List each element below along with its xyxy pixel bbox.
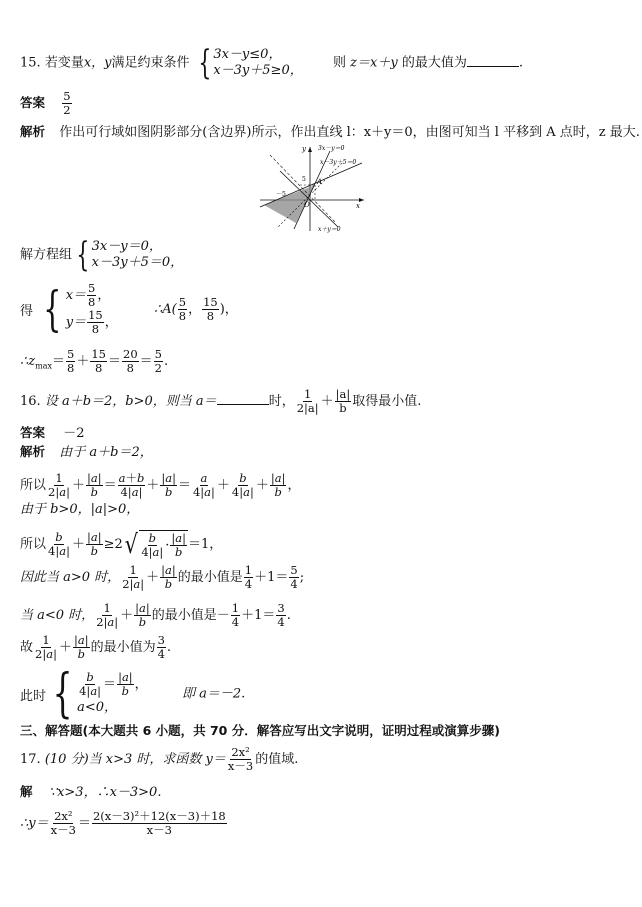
solve-eq-1: 3x－y＝0， [91, 239, 162, 254]
x16-l3-text: 由于 b>0，|a|>0， [20, 502, 140, 517]
close: )， [219, 301, 238, 317]
solve-de: 得 [20, 303, 34, 319]
q15-vars: x，y [83, 55, 112, 71]
q15-blank [467, 55, 519, 67]
a15-num: 5 [63, 89, 71, 103]
q15-line [20, 43, 523, 83]
zmax-f3 [122, 348, 139, 375]
zmax-f2 [90, 348, 107, 375]
q17-pre: (10 分)当 x>3 时，求函数 y＝ [44, 752, 226, 767]
eq: ＝ [52, 354, 66, 369]
f: $\frac{|a|}{b}$ [86, 471, 102, 499]
f: $\frac{b}{4|a|}$ [231, 471, 254, 499]
q15-tail: 的最大值为 [401, 55, 467, 71]
s17-f1 [50, 810, 77, 837]
q17-fn: 2x² [231, 745, 250, 759]
sqrt: √ $\frac{b}{4|a|}$ · $\frac{|a|}{b}$ [124, 529, 187, 560]
zmax-line [20, 348, 168, 375]
q15-then: 则 [333, 55, 347, 71]
solve-x-fraction [87, 282, 96, 309]
x-den: 8 [88, 295, 96, 309]
f1n: 1 [304, 387, 312, 401]
f: $\frac{a+b}{4|a|}$ [118, 471, 145, 499]
pos5-label: 5 [302, 176, 306, 183]
ge: ≥2 [103, 537, 123, 552]
f2n: |a| [335, 387, 351, 401]
solve-system [72, 235, 184, 275]
q15-stem: 若变量 [44, 55, 84, 71]
q15-objective: z＝x＋y [350, 55, 398, 71]
q16-line [20, 388, 421, 415]
s17-f2 [92, 810, 227, 837]
f: $\frac{|a|}{b}$ [270, 471, 286, 499]
d2: 8 [95, 361, 103, 375]
l6-mid: 的最小值是－ [151, 608, 230, 623]
q16-tail: 取得最小值. [352, 394, 422, 409]
n4: 5 [154, 347, 162, 361]
ay-den: 8 [206, 308, 215, 323]
s17-l1 [20, 784, 161, 801]
y-label: y [302, 145, 306, 153]
q15-constraints [194, 43, 303, 83]
a16-line [20, 425, 85, 442]
solve-line [20, 235, 184, 275]
q16-pre: 设 a＋b＝2，b>0，则当 a＝ [44, 394, 217, 409]
sec3-text: 三、解答题(本大题共 6 小题，共 70 分．解答应写出文字说明，证明过程或演算步骤) [20, 723, 500, 738]
eq2: ＝ [108, 354, 122, 369]
y-den: 8 [91, 322, 100, 336]
feasible-region-figure [258, 143, 370, 233]
d4: 2 [154, 361, 162, 375]
f1d: 2|a| [296, 401, 319, 415]
q16-f2 [335, 388, 352, 415]
a15-line [20, 90, 73, 117]
neg5-label: －5 [276, 191, 286, 198]
q15-constraint-1: 3x－y≤0， [213, 47, 282, 62]
ax-den: 8 [178, 308, 187, 323]
x16-l7-pre: 故 [20, 640, 34, 655]
a15-label: 答案 [20, 95, 46, 110]
f: $\frac{1}{2|a|}$ [48, 471, 70, 499]
x16-l1 [20, 444, 153, 461]
brace: { [43, 281, 62, 337]
q15-period: . [518, 55, 523, 71]
s17-l1-text: ∵x>3，∴x－3>0. [48, 785, 162, 800]
l4-end: ＝1， [188, 537, 223, 552]
sys-comma: ， [134, 676, 148, 692]
a-y-fraction [202, 296, 219, 323]
final-system: { $\frac{b}{4|a|}$ ＝ $\frac{|a|}{b}$ ， a<0， [52, 664, 148, 724]
l5-end: ; [299, 570, 305, 585]
s17-label: 解 [20, 784, 33, 799]
ax-num: 5 [178, 294, 187, 309]
n3: 20 [123, 347, 138, 361]
q15-number: 15. [20, 55, 41, 71]
l7-end: . [166, 640, 172, 655]
q15-mid: 满足约束条件 [111, 55, 190, 71]
x16-l6: 当 a<0 时， $\frac{1}{2|a|}$ ＋ $\frac{|a|}{b}$ 的最小值是－ $\frac{1}{4}$ ＋1＝ $\frac{3}{4}$ . [20, 601, 291, 629]
a15-den: 2 [63, 103, 71, 117]
line1-label: 3x－y＝0 [318, 145, 345, 152]
plus: ＋ [76, 354, 90, 369]
zmax-f1 [66, 348, 75, 375]
q16-blank [217, 393, 269, 405]
q15-constraint-2: x－3y＋5≥0， [213, 63, 303, 78]
q17-fraction [227, 746, 254, 773]
line3-label: x＋y＝0 [318, 226, 341, 233]
solve-label: 解方程组 [20, 247, 73, 263]
x15-label: 解析 [20, 124, 46, 139]
comma: ， [104, 315, 118, 330]
q17-tail: 的值域. [255, 752, 299, 767]
zmax-sub: max [35, 361, 52, 371]
s17-d2: x－3 [146, 823, 172, 837]
a16-label: 答案 [20, 425, 46, 440]
zmax-f4 [154, 348, 163, 375]
x16-l8-pre: 此时 [20, 688, 47, 704]
origin-label: O [304, 201, 310, 209]
point-a [154, 294, 238, 323]
q16-mid: 时， [268, 394, 295, 409]
d1: 8 [67, 361, 75, 375]
l6-end: . [286, 608, 291, 623]
x16-l7: 故 $\frac{1}{2|a|}$ ＋ $\frac{|a|}{b}$ 的最小值为 $\frac{3}{4}$ . [20, 633, 172, 661]
x16-l5: 因此当 a>0 时， $\frac{1}{2|a|}$ ＋ $\frac{|a|}{b}$ 的最小值是 $\frac{1}{4}$ ＋1＝ $\frac{5}{4}$ ; [20, 563, 305, 591]
eq3: ＝ [139, 354, 153, 369]
solve-y-fraction [87, 309, 104, 336]
a16-value: －2 [63, 426, 85, 441]
x16-l3 [20, 502, 139, 518]
q17-fd: x－3 [227, 759, 254, 773]
x16-l1-text: 由于 a＋b＝2， [59, 445, 153, 460]
n1: 5 [67, 347, 75, 361]
q17-number: 17. [20, 752, 41, 767]
x16-l4-pre: 所以 [20, 537, 47, 552]
y-num: 15 [88, 308, 103, 322]
x15-line [20, 124, 640, 141]
f2d: b [339, 401, 347, 415]
s17-eq: ＝ [77, 816, 91, 831]
point-a-label: A [317, 178, 323, 186]
s17-n1: 2x² [54, 809, 73, 823]
y-axis-arrow [308, 147, 312, 152]
solve-x-lhs: x＝ [65, 288, 87, 303]
f: $\frac{|a|}{b}$ [161, 471, 176, 499]
q16-number: 16. [20, 394, 41, 409]
period: . [164, 354, 169, 369]
plus: ＋ [320, 394, 334, 409]
n2: 15 [91, 347, 106, 361]
s17-l2 [20, 810, 228, 837]
q17-line [20, 746, 298, 773]
solve-result-line [20, 282, 238, 336]
q16-f1 [296, 388, 320, 415]
l8-answer: 即 a＝－2. [181, 686, 246, 702]
f: $\frac{|a|}{b}$ [86, 530, 102, 558]
x15-text: 作出可行域如图阴影部分(含边界)所示，作出直线 l：x＋y＝0，由图可知当 l 平移到 A 点时，z 最大. [59, 125, 640, 140]
line2-label: x－3y＋5＝0 [320, 159, 357, 166]
zmax-pre: ∴z [20, 354, 36, 369]
solve-result-system [37, 282, 118, 336]
x16-l2-pre: 所以 [20, 478, 47, 493]
solve-y-lhs: y＝ [65, 315, 87, 330]
therefore-a: ∴A( [154, 301, 177, 317]
l8-last: a<0， [77, 699, 118, 715]
d3: 8 [126, 361, 134, 375]
x-label: x [356, 202, 360, 210]
x16-l5-pre: 因此当 a>0 时， [20, 570, 121, 585]
x16-l4: 所以 $\frac{b}{4|a|}$ ＋ $\frac{|a|}{b}$ ≥2 √ $\frac{b}{4|a|}$ · $\frac{|a|}{b}$ ＝1， [20, 529, 223, 560]
a15-fraction [62, 90, 71, 117]
brace: { [198, 43, 211, 83]
x16-l8 [20, 664, 246, 724]
x-num: 5 [88, 281, 96, 295]
x16-l2: 所以 $\frac{1}{2|a|}$ ＋ $\frac{|a|}{b}$ ＝ $\frac{a+b}{4|a|}$ ＋ $\frac{|a|}{b}$ ＝ $\frac{a}{4|a|}$ ＋ $\frac{b}{4|a|}$ ＋ $\frac{|a|}{b}$ ， [20, 471, 301, 499]
sep: ， [188, 301, 202, 317]
a-x-fraction [178, 296, 187, 323]
f: $\frac{b}{4|a|}$ [48, 530, 70, 558]
s17-d1: x－3 [50, 823, 76, 837]
brace: { [76, 235, 90, 275]
comma: ， [97, 288, 111, 303]
section-3-heading [20, 723, 500, 740]
x16-label: 解析 [20, 444, 46, 459]
l7-mid: 的最小值为 [90, 640, 156, 655]
x16-l6-pre: 当 a<0 时， [20, 608, 95, 623]
l5-mid: 的最小值是 [177, 570, 243, 585]
f: $\frac{a}{4|a|}$ [192, 471, 215, 499]
s17-l2-pre: ∴y＝ [20, 816, 49, 831]
s17-n2: 2(x－3)²＋12(x－3)＋18 [92, 809, 226, 823]
ay-num: 15 [203, 294, 218, 309]
solve-eq-2: x－3y＋5＝0， [91, 255, 184, 270]
